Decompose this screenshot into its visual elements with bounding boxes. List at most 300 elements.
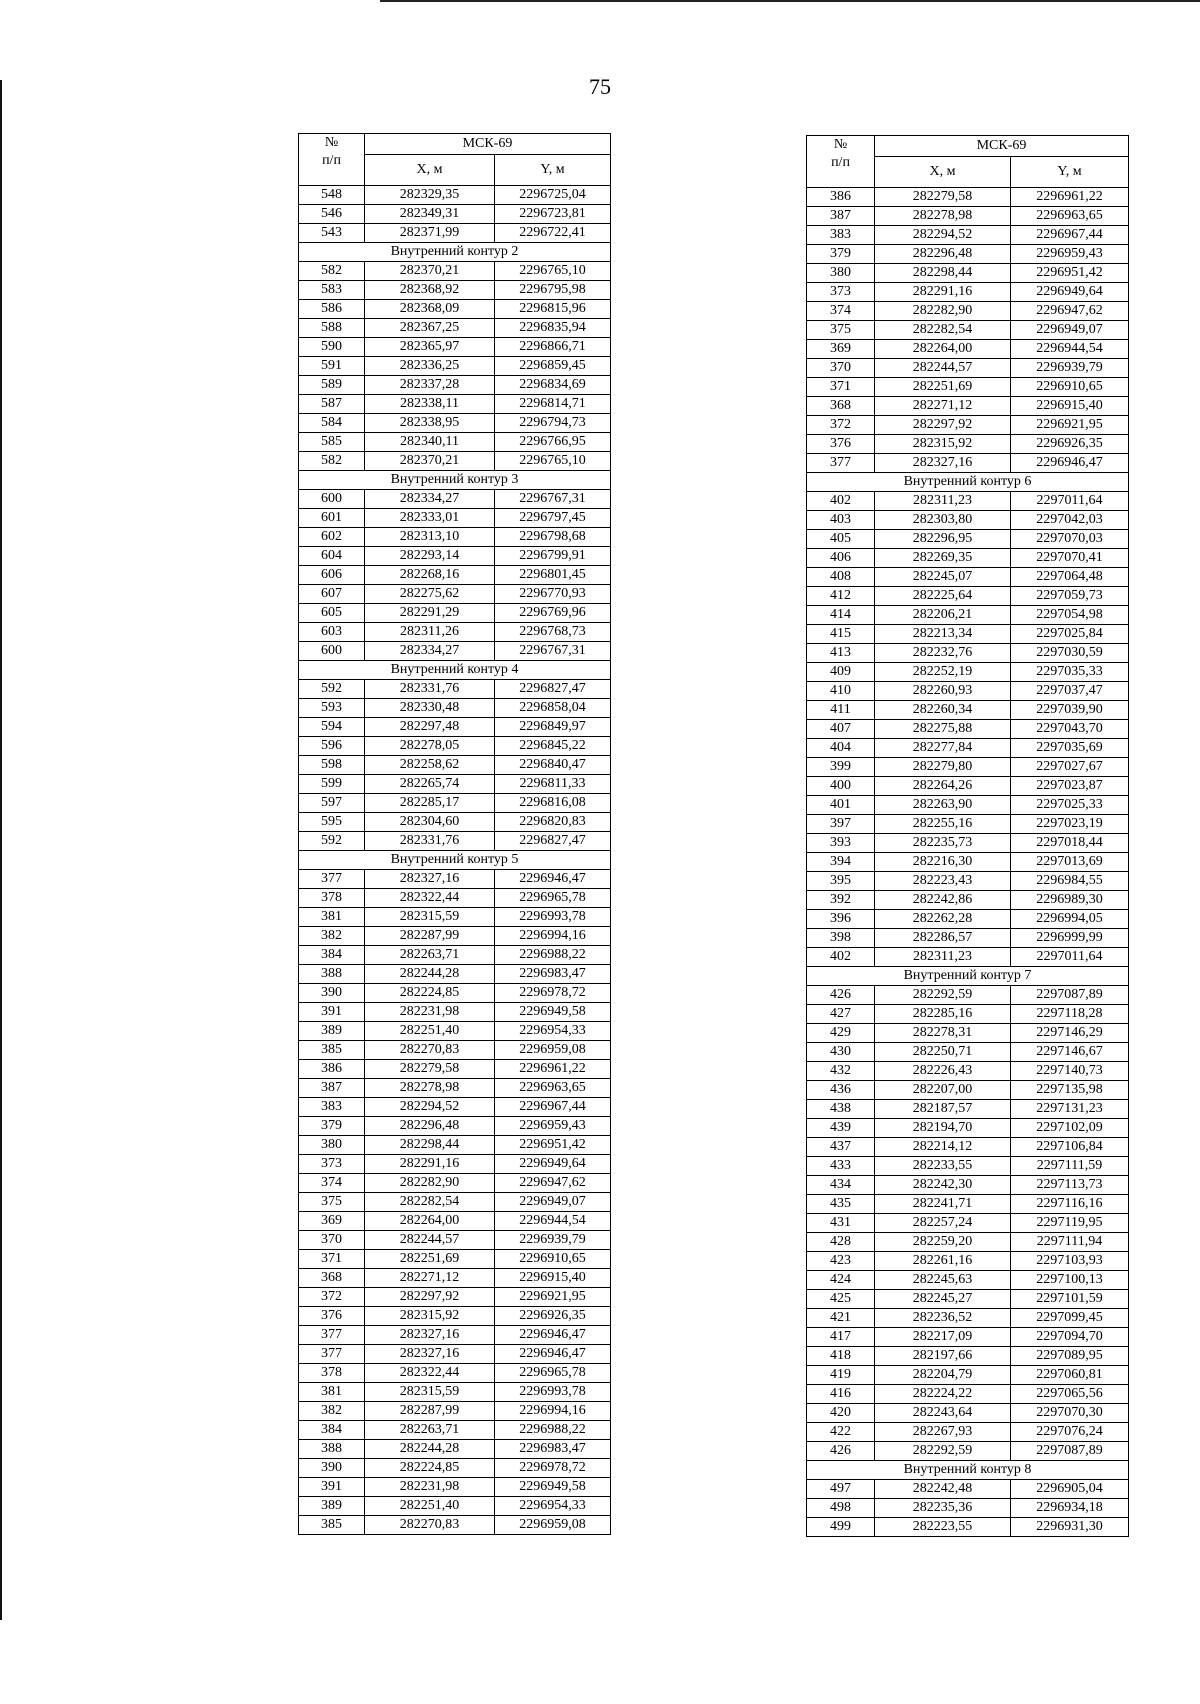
y-coordinate-cell: 2296961,22: [1011, 188, 1129, 207]
table-row: [807, 1176, 1129, 1195]
table-row: [807, 910, 1129, 929]
y-coordinate-cell: 2296766,95: [495, 433, 611, 452]
y-coordinate-cell: 2297111,94: [1011, 1233, 1129, 1252]
table-row: [807, 853, 1129, 872]
point-number-cell: 380: [299, 1136, 365, 1155]
x-coordinate-cell: 282250,71: [875, 1043, 1011, 1062]
table-row: [807, 1119, 1129, 1138]
point-number-cell: 439: [807, 1119, 875, 1138]
x-coordinate-cell: 282367,25: [365, 319, 495, 338]
section-title: Внутренний контур 3: [299, 471, 611, 490]
y-coordinate-cell: 2297025,33: [1011, 796, 1129, 815]
point-number-cell: 430: [807, 1043, 875, 1062]
table-row: [807, 1138, 1129, 1157]
point-number-cell: 420: [807, 1404, 875, 1423]
point-number-cell: 401: [807, 796, 875, 815]
point-number-cell: 411: [807, 701, 875, 720]
table-row: [807, 720, 1129, 739]
point-number-cell: 370: [807, 359, 875, 378]
y-coordinate-cell: 2296801,45: [495, 566, 611, 585]
x-coordinate-cell: 282298,44: [365, 1136, 495, 1155]
y-coordinate-cell: 2296767,31: [495, 490, 611, 509]
y-coordinate-cell: 2296820,83: [495, 813, 611, 832]
x-coordinate-cell: 282336,25: [365, 357, 495, 376]
table-row: [807, 492, 1129, 511]
x-coordinate-cell: 282327,16: [365, 1326, 495, 1345]
y-coordinate-cell: 2296921,95: [495, 1288, 611, 1307]
y-coordinate-cell: 2296815,96: [495, 300, 611, 319]
x-coordinate-cell: 282331,76: [365, 832, 495, 851]
x-coordinate-cell: 282244,57: [365, 1231, 495, 1250]
table-row: [299, 300, 611, 319]
x-coordinate-cell: 282268,16: [365, 566, 495, 585]
point-number-cell: 393: [807, 834, 875, 853]
x-coordinate-cell: 282264,26: [875, 777, 1011, 796]
x-coordinate-cell: 282244,28: [365, 1440, 495, 1459]
table-row: [807, 1328, 1129, 1347]
x-coordinate-cell: 282292,59: [875, 1442, 1011, 1461]
x-coordinate-cell: 282277,84: [875, 739, 1011, 758]
point-number-cell: 404: [807, 739, 875, 758]
table-row: [807, 1309, 1129, 1328]
x-coordinate-cell: 282260,93: [875, 682, 1011, 701]
coordinates-table-left: [298, 133, 611, 1535]
point-number-cell: 389: [299, 1497, 365, 1516]
x-coordinate-cell: 282287,99: [365, 1402, 495, 1421]
x-coordinate-cell: 282304,60: [365, 813, 495, 832]
point-number-cell: 380: [807, 264, 875, 283]
y-coordinate-cell: 2296765,10: [495, 262, 611, 281]
x-coordinate-cell: 282245,63: [875, 1271, 1011, 1290]
y-coordinate-cell: 2296951,42: [495, 1136, 611, 1155]
x-coordinate-cell: 282271,12: [365, 1269, 495, 1288]
x-coordinate-cell: 282251,69: [365, 1250, 495, 1269]
y-coordinate-cell: 2296931,30: [1011, 1518, 1129, 1537]
y-coordinate-cell: 2297099,45: [1011, 1309, 1129, 1328]
x-coordinate-cell: 282245,27: [875, 1290, 1011, 1309]
x-coordinate-cell: 282279,80: [875, 758, 1011, 777]
y-coordinate-cell: 2296799,91: [495, 547, 611, 566]
table-row: [807, 397, 1129, 416]
table-row: [807, 758, 1129, 777]
table-row: [299, 775, 611, 794]
table-row: [299, 1117, 611, 1136]
table-row: [299, 1421, 611, 1440]
table-row: [807, 606, 1129, 625]
point-number-cell: 379: [299, 1117, 365, 1136]
y-coordinate-cell: 2296959,08: [495, 1516, 611, 1535]
y-coordinate-cell: 2297027,67: [1011, 758, 1129, 777]
x-coordinate-cell: 282217,09: [875, 1328, 1011, 1347]
point-number-cell: 607: [299, 585, 365, 604]
x-coordinate-cell: 282282,54: [875, 321, 1011, 340]
x-coordinate-cell: 282368,09: [365, 300, 495, 319]
x-coordinate-cell: 282291,16: [875, 283, 1011, 302]
x-coordinate-cell: 282216,30: [875, 853, 1011, 872]
point-number-cell: 422: [807, 1423, 875, 1442]
table-row: [299, 433, 611, 452]
x-coordinate-cell: 282327,16: [365, 870, 495, 889]
table-row: [807, 625, 1129, 644]
y-coordinate-cell: 2297113,73: [1011, 1176, 1129, 1195]
y-coordinate-cell: 2296947,62: [1011, 302, 1129, 321]
table-row: [807, 815, 1129, 834]
x-coordinate-cell: 282287,99: [365, 927, 495, 946]
table-row: [299, 281, 611, 300]
point-number-cell: 583: [299, 281, 365, 300]
point-number-cell: 389: [299, 1022, 365, 1041]
y-coordinate-cell: 2296769,96: [495, 604, 611, 623]
point-number-cell: 405: [807, 530, 875, 549]
table-row: [807, 834, 1129, 853]
table-row: [807, 340, 1129, 359]
table-row: [299, 756, 611, 775]
x-coordinate-cell: 282263,90: [875, 796, 1011, 815]
point-number-cell: 376: [299, 1307, 365, 1326]
y-coordinate-cell: 2296965,78: [495, 1364, 611, 1383]
table-row: [807, 1233, 1129, 1252]
y-coordinate-cell: 2296835,94: [495, 319, 611, 338]
y-coordinate-cell: 2297070,03: [1011, 530, 1129, 549]
point-number-cell: 428: [807, 1233, 875, 1252]
point-number-cell: 592: [299, 680, 365, 699]
y-coordinate-cell: 2297131,23: [1011, 1100, 1129, 1119]
y-coordinate-cell: 2296859,45: [495, 357, 611, 376]
point-number-cell: 403: [807, 511, 875, 530]
header-num-label: №: [833, 137, 848, 152]
table-row: [807, 796, 1129, 815]
table-row: [299, 357, 611, 376]
y-coordinate-cell: 2296915,40: [1011, 397, 1129, 416]
table-body-left: [299, 186, 611, 1535]
x-coordinate-cell: 282204,79: [875, 1366, 1011, 1385]
y-coordinate-cell: 2297146,67: [1011, 1043, 1129, 1062]
table-row: [807, 207, 1129, 226]
y-coordinate-cell: 2296926,35: [495, 1307, 611, 1326]
header-y: Y, м: [495, 155, 611, 186]
y-coordinate-cell: 2296905,04: [1011, 1480, 1129, 1499]
x-coordinate-cell: 282263,71: [365, 1421, 495, 1440]
y-coordinate-cell: 2296768,73: [495, 623, 611, 642]
point-number-cell: 391: [299, 1003, 365, 1022]
x-coordinate-cell: 282251,40: [365, 1022, 495, 1041]
point-number-cell: 601: [299, 509, 365, 528]
point-number-cell: 382: [299, 1402, 365, 1421]
point-number-cell: 368: [299, 1269, 365, 1288]
point-number-cell: 438: [807, 1100, 875, 1119]
point-number-cell: 373: [807, 283, 875, 302]
x-coordinate-cell: 282236,52: [875, 1309, 1011, 1328]
table-row: [299, 509, 611, 528]
header-y: Y, м: [1011, 157, 1129, 188]
point-number-cell: 378: [299, 889, 365, 908]
table-row: [299, 813, 611, 832]
point-number-cell: 426: [807, 986, 875, 1005]
point-number-cell: 582: [299, 262, 365, 281]
x-coordinate-cell: 282255,16: [875, 815, 1011, 834]
y-coordinate-cell: 2296993,78: [495, 908, 611, 927]
x-coordinate-cell: 282315,92: [365, 1307, 495, 1326]
table-row: [299, 547, 611, 566]
y-coordinate-cell: 2296910,65: [1011, 378, 1129, 397]
y-coordinate-cell: 2297094,70: [1011, 1328, 1129, 1347]
table-row: [299, 224, 611, 243]
scan-top-edge: [380, 0, 1200, 2]
table-row: [807, 359, 1129, 378]
table-row: [299, 1060, 611, 1079]
x-coordinate-cell: 282315,59: [365, 1383, 495, 1402]
table-row: [807, 1366, 1129, 1385]
table-row: [299, 1516, 611, 1535]
y-coordinate-cell: 2297023,87: [1011, 777, 1129, 796]
point-number-cell: 603: [299, 623, 365, 642]
y-coordinate-cell: 2297035,69: [1011, 739, 1129, 758]
header-system: МСК-69: [365, 134, 611, 155]
section-title: Внутренний контур 6: [807, 473, 1129, 492]
x-coordinate-cell: 282233,55: [875, 1157, 1011, 1176]
table-row: [807, 226, 1129, 245]
y-coordinate-cell: 2296934,18: [1011, 1499, 1129, 1518]
table-row: [299, 889, 611, 908]
header-x: X, м: [365, 155, 495, 186]
section-title: Внутренний контур 8: [807, 1461, 1129, 1480]
y-coordinate-cell: 2296949,07: [495, 1193, 611, 1212]
table-row: [807, 530, 1129, 549]
point-number-cell: 423: [807, 1252, 875, 1271]
y-coordinate-cell: 2297018,44: [1011, 834, 1129, 853]
x-coordinate-cell: 282259,20: [875, 1233, 1011, 1252]
point-number-cell: 377: [299, 1326, 365, 1345]
y-coordinate-cell: 2296795,98: [495, 281, 611, 300]
scan-left-edge: [0, 80, 2, 1620]
y-coordinate-cell: 2297039,90: [1011, 701, 1129, 720]
point-number-cell: 582: [299, 452, 365, 471]
point-number-cell: 392: [807, 891, 875, 910]
point-number-cell: 387: [807, 207, 875, 226]
x-coordinate-cell: 282291,29: [365, 604, 495, 623]
y-coordinate-cell: 2296949,07: [1011, 321, 1129, 340]
point-number-cell: 402: [807, 948, 875, 967]
table-row: [299, 604, 611, 623]
y-coordinate-cell: 2297064,48: [1011, 568, 1129, 587]
table-row: [299, 1212, 611, 1231]
table-row: [299, 205, 611, 224]
y-coordinate-cell: 2297065,56: [1011, 1385, 1129, 1404]
y-coordinate-cell: 2297025,84: [1011, 625, 1129, 644]
x-coordinate-cell: 282315,92: [875, 435, 1011, 454]
table-row: [807, 245, 1129, 264]
x-coordinate-cell: 282242,30: [875, 1176, 1011, 1195]
x-coordinate-cell: 282235,36: [875, 1499, 1011, 1518]
y-coordinate-cell: 2297146,29: [1011, 1024, 1129, 1043]
point-number-cell: 600: [299, 490, 365, 509]
point-number-cell: 378: [299, 1364, 365, 1383]
table-row: [299, 1022, 611, 1041]
x-coordinate-cell: 282264,00: [875, 340, 1011, 359]
y-coordinate-cell: 2296965,78: [495, 889, 611, 908]
table-row: [807, 1214, 1129, 1233]
y-coordinate-cell: 2297089,95: [1011, 1347, 1129, 1366]
x-coordinate-cell: 282263,71: [365, 946, 495, 965]
point-number-cell: 373: [299, 1155, 365, 1174]
table-row: [299, 623, 611, 642]
point-number-cell: 407: [807, 720, 875, 739]
y-coordinate-cell: 2296949,64: [495, 1155, 611, 1174]
table-row: [299, 1003, 611, 1022]
x-coordinate-cell: 282333,01: [365, 509, 495, 528]
table-row: [299, 965, 611, 984]
y-coordinate-cell: 2297101,59: [1011, 1290, 1129, 1309]
point-number-cell: 543: [299, 224, 365, 243]
table-row: [299, 1440, 611, 1459]
table-row: [807, 1195, 1129, 1214]
header-num: [299, 134, 365, 186]
table-body-right: [807, 188, 1129, 1537]
table-row: [299, 1326, 611, 1345]
point-number-cell: 605: [299, 604, 365, 623]
x-coordinate-cell: 282271,12: [875, 397, 1011, 416]
point-number-cell: 385: [299, 1516, 365, 1535]
section-title: Внутренний контур 2: [299, 243, 611, 262]
x-coordinate-cell: 282251,40: [365, 1497, 495, 1516]
header-num-sub: п/п: [322, 153, 341, 168]
table-row: [807, 1252, 1129, 1271]
x-coordinate-cell: 282322,44: [365, 889, 495, 908]
x-coordinate-cell: 282226,43: [875, 1062, 1011, 1081]
x-coordinate-cell: 282275,88: [875, 720, 1011, 739]
table-row: [807, 1518, 1129, 1537]
y-coordinate-cell: 2296946,47: [1011, 454, 1129, 473]
x-coordinate-cell: 282225,64: [875, 587, 1011, 606]
point-number-cell: 409: [807, 663, 875, 682]
x-coordinate-cell: 282223,43: [875, 872, 1011, 891]
x-coordinate-cell: 282297,92: [875, 416, 1011, 435]
y-coordinate-cell: 2297140,73: [1011, 1062, 1129, 1081]
y-coordinate-cell: 2296949,64: [1011, 283, 1129, 302]
section-row: [299, 243, 611, 262]
point-number-cell: 408: [807, 568, 875, 587]
x-coordinate-cell: 282251,69: [875, 378, 1011, 397]
x-coordinate-cell: 282267,93: [875, 1423, 1011, 1442]
x-coordinate-cell: 282296,48: [365, 1117, 495, 1136]
x-coordinate-cell: 282231,98: [365, 1478, 495, 1497]
section-title: Внутренний контур 7: [807, 967, 1129, 986]
y-coordinate-cell: 2296840,47: [495, 756, 611, 775]
point-number-cell: 606: [299, 566, 365, 585]
point-number-cell: 382: [299, 927, 365, 946]
table-row: [299, 1307, 611, 1326]
point-number-cell: 424: [807, 1271, 875, 1290]
x-coordinate-cell: 282235,73: [875, 834, 1011, 853]
y-coordinate-cell: 2296993,78: [495, 1383, 611, 1402]
y-coordinate-cell: 2297118,28: [1011, 1005, 1129, 1024]
x-coordinate-cell: 282338,11: [365, 395, 495, 414]
y-coordinate-cell: 2296959,43: [495, 1117, 611, 1136]
point-number-cell: 379: [807, 245, 875, 264]
y-coordinate-cell: 2296988,22: [495, 1421, 611, 1440]
table-row: [299, 870, 611, 889]
y-coordinate-cell: 2296947,62: [495, 1174, 611, 1193]
y-coordinate-cell: 2297106,84: [1011, 1138, 1129, 1157]
y-coordinate-cell: 2296765,10: [495, 452, 611, 471]
x-coordinate-cell: 282340,11: [365, 433, 495, 452]
x-coordinate-cell: 282224,85: [365, 984, 495, 1003]
x-coordinate-cell: 282265,74: [365, 775, 495, 794]
point-number-cell: 399: [807, 758, 875, 777]
table-row: [807, 644, 1129, 663]
point-number-cell: 391: [299, 1478, 365, 1497]
point-number-cell: 383: [807, 226, 875, 245]
x-coordinate-cell: 282327,16: [875, 454, 1011, 473]
x-coordinate-cell: 282232,76: [875, 644, 1011, 663]
table-row: [299, 1041, 611, 1060]
x-coordinate-cell: 282303,80: [875, 511, 1011, 530]
point-number-cell: 416: [807, 1385, 875, 1404]
point-number-cell: 586: [299, 300, 365, 319]
table-row: [299, 1193, 611, 1212]
point-number-cell: 417: [807, 1328, 875, 1347]
y-coordinate-cell: 2296725,04: [495, 186, 611, 205]
point-number-cell: 429: [807, 1024, 875, 1043]
y-coordinate-cell: 2297043,70: [1011, 720, 1129, 739]
table-row: [299, 186, 611, 205]
section-row: [807, 967, 1129, 986]
x-coordinate-cell: 282286,57: [875, 929, 1011, 948]
table-row: [299, 699, 611, 718]
x-coordinate-cell: 282294,52: [365, 1098, 495, 1117]
point-number-cell: 377: [299, 870, 365, 889]
page-number: 75: [589, 74, 611, 99]
point-number-cell: 591: [299, 357, 365, 376]
x-coordinate-cell: 282330,48: [365, 699, 495, 718]
y-coordinate-cell: 2297119,95: [1011, 1214, 1129, 1233]
y-coordinate-cell: 2296963,65: [1011, 207, 1129, 226]
x-coordinate-cell: 282244,57: [875, 359, 1011, 378]
point-number-cell: 375: [299, 1193, 365, 1212]
table-row: [807, 188, 1129, 207]
table-row: [807, 986, 1129, 1005]
table-row: [807, 1404, 1129, 1423]
point-number-cell: 421: [807, 1309, 875, 1328]
table-row: [299, 395, 611, 414]
point-number-cell: 425: [807, 1290, 875, 1309]
table-row: [807, 1423, 1129, 1442]
y-coordinate-cell: 2296722,41: [495, 224, 611, 243]
point-number-cell: 594: [299, 718, 365, 737]
table-row: [299, 1478, 611, 1497]
y-coordinate-cell: 2297013,69: [1011, 853, 1129, 872]
x-coordinate-cell: 282296,95: [875, 530, 1011, 549]
x-coordinate-cell: 282370,21: [365, 452, 495, 471]
point-number-cell: 371: [299, 1250, 365, 1269]
y-coordinate-cell: 2296858,04: [495, 699, 611, 718]
y-coordinate-cell: 2296949,58: [495, 1003, 611, 1022]
point-number-cell: 589: [299, 376, 365, 395]
table-row: [807, 1442, 1129, 1461]
y-coordinate-cell: 2296834,69: [495, 376, 611, 395]
y-coordinate-cell: 2297037,47: [1011, 682, 1129, 701]
y-coordinate-cell: 2297059,73: [1011, 587, 1129, 606]
y-coordinate-cell: 2296983,47: [495, 1440, 611, 1459]
table-row: [807, 321, 1129, 340]
table-row: [807, 1347, 1129, 1366]
table-row: [299, 1079, 611, 1098]
table-row: [807, 1100, 1129, 1119]
y-coordinate-cell: 2296959,08: [495, 1041, 611, 1060]
coordinates-table-right: [806, 135, 1129, 1537]
x-coordinate-cell: 282278,98: [875, 207, 1011, 226]
table-row: [299, 832, 611, 851]
